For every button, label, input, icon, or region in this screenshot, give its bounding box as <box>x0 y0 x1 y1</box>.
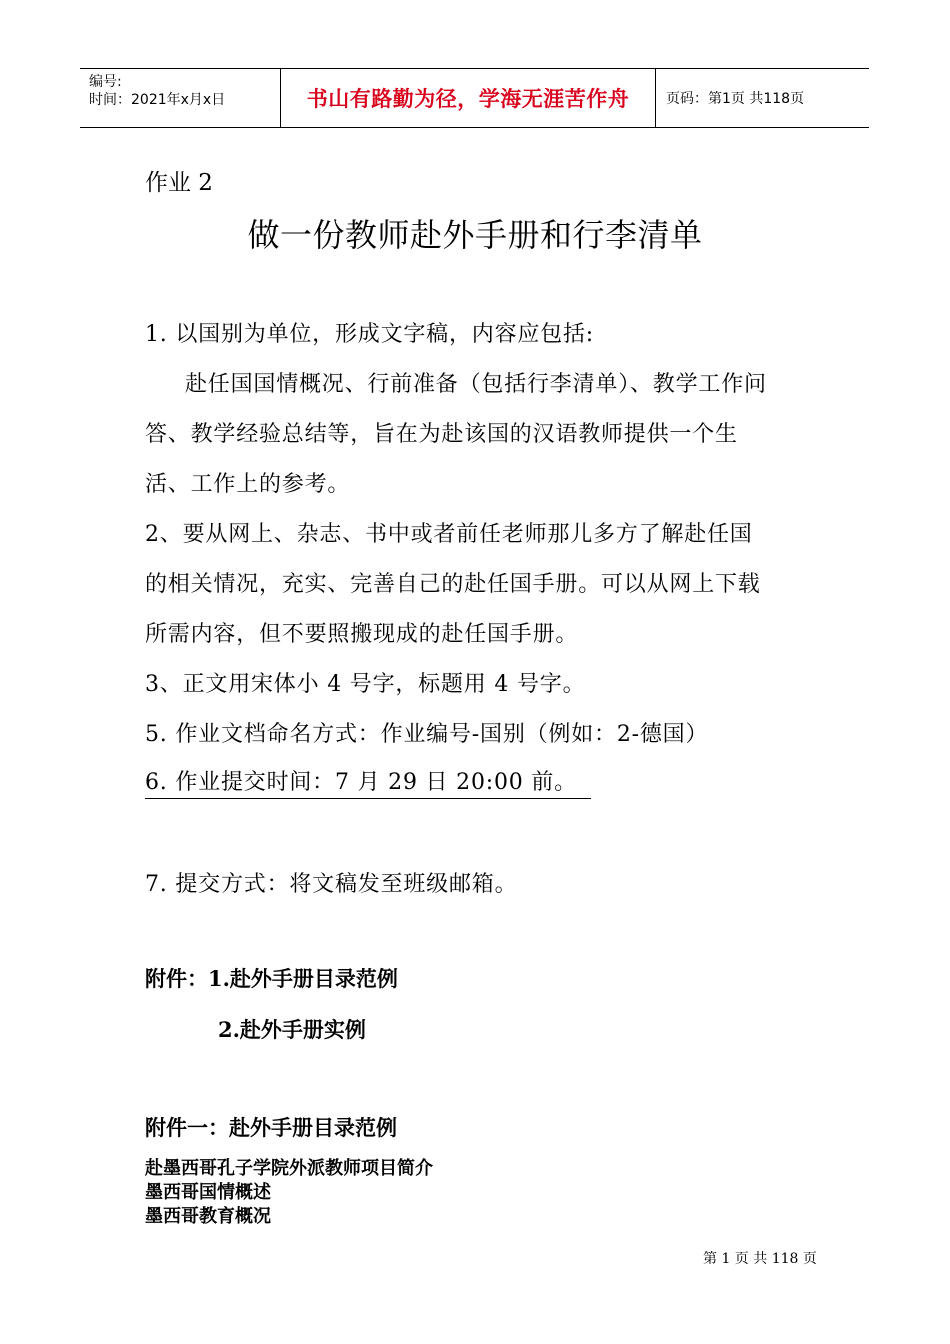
paragraph-1-line-3: 活、工作上的参考。 <box>145 472 351 497</box>
header-page-info: 页码：第1页 共118页 <box>666 91 805 107</box>
document-title: 做一份教师赴外手册和行李清单 <box>247 216 703 254</box>
header-meta-cell <box>80 69 281 127</box>
paragraph-7: 7. 提交方式：将文稿发至班级邮箱。 <box>145 872 518 897</box>
paragraph-2-line-2: 的相关情况，充实、完善自己的赴任国手册。可以从网上下载 <box>145 572 761 597</box>
paragraph-3: 3、正文用宋体小 4 号字，标题用 4 号字。 <box>145 672 586 697</box>
time-label: 时间：2021年x月x日 <box>89 92 226 108</box>
toc-item: 赴墨西哥孔子学院外派教师项目简介 <box>145 1158 433 1179</box>
attachments-item-2: 2.赴外手册实例 <box>218 1017 366 1042</box>
paragraph-1-line-2: 答、教学经验总结等，旨在为赴该国的汉语教师提供一个生 <box>145 422 738 447</box>
footer-page-info: 第 1 页 共 118 页 <box>703 1251 817 1267</box>
toc-item: 墨西哥国情概述 <box>145 1182 271 1203</box>
paragraph-6: 6. 作业提交时间：7 月 29 日 20:00 前。 <box>145 765 591 799</box>
assignment-label: 作业 2 <box>145 170 213 196</box>
paragraph-1-text-1: 赴任国国情概况、行前准备（包括行李清单）、教学工作问 <box>185 372 767 397</box>
paragraph-5: 5. 作业文档命名方式：作业编号-国别（例如：2-德国） <box>145 722 709 747</box>
paragraph-2-line-1: 2、要从网上、杂志、书中或者前任老师那儿多方了解赴任国 <box>145 522 753 547</box>
paragraph-2-line-3: 所需内容，但不要照搬现成的赴任国手册。 <box>145 622 579 647</box>
page-header <box>80 68 869 128</box>
header-motto: 书山有路勤为径，学海无涯苦作舟 <box>281 69 656 127</box>
paragraph-1: 1. 以国别为单位，形成文字稿，内容应包括: <box>145 322 594 347</box>
paragraph-1-line-1 <box>185 367 767 398</box>
attachments-label: 附件：1.赴外手册目录范例 <box>145 966 398 991</box>
toc-item: 墨西哥教育概况 <box>145 1206 271 1227</box>
annex-title: 附件一：赴外手册目录范例 <box>145 1115 397 1140</box>
number-label: 编号: <box>89 74 122 90</box>
